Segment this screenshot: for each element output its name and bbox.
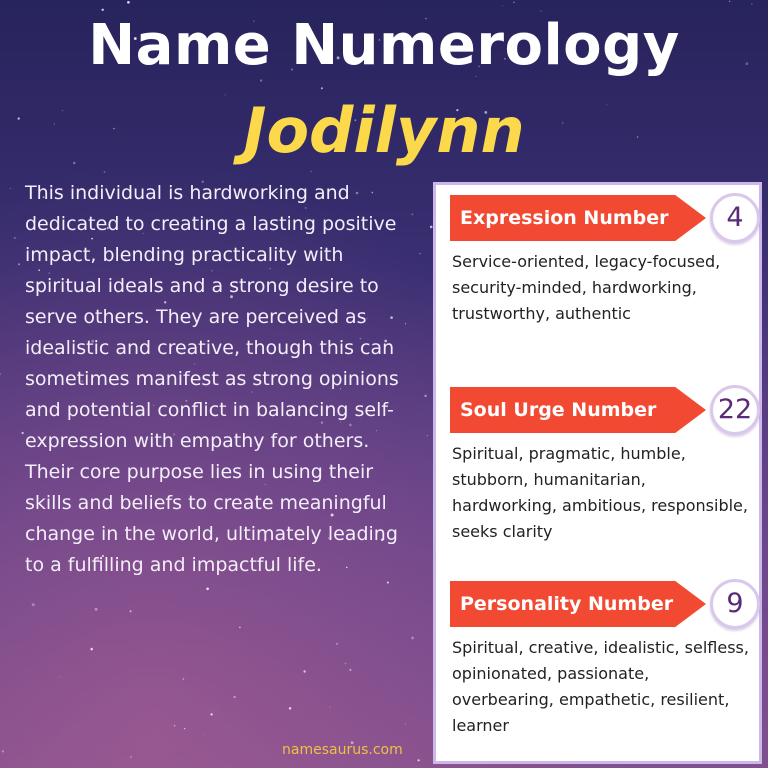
star-dot xyxy=(32,603,35,606)
star-dot xyxy=(95,608,98,611)
star-dot xyxy=(418,759,420,761)
personality-number-badge: 9 xyxy=(710,579,760,629)
star-dot xyxy=(174,725,176,727)
soul-urge-number-label: Soul Urge Number xyxy=(460,399,657,421)
expression-number-badge: 4 xyxy=(710,193,760,243)
personality-number-banner xyxy=(450,579,760,629)
soul-urge-number-badge: 22 xyxy=(710,385,760,435)
star-dot xyxy=(182,678,184,680)
star-dot xyxy=(411,637,414,640)
star-dot xyxy=(751,3,752,4)
star-dot xyxy=(10,188,11,189)
star-dot xyxy=(211,713,213,715)
star-dot xyxy=(427,435,428,436)
numbers-panel xyxy=(433,182,762,764)
star-dot xyxy=(21,432,23,434)
star-dot xyxy=(130,756,132,758)
star-dot xyxy=(239,626,241,628)
star-dot xyxy=(405,724,406,725)
star-dot xyxy=(127,1,130,4)
personality-number-card xyxy=(450,579,760,739)
star-dot xyxy=(336,643,338,645)
star-dot xyxy=(412,214,414,216)
description-text: This individual is hardworking and dedicated to creating a lasting positive impact, blending practicality with spiritual ideals and a strong desire to serve others. They are perceived as idealistic and creative, though this can sometimes manifest as strong opinions and potential conflict in balancing self-expression with empathy for others. Their core purpose lies in using their skills and beliefs to create meaningful change in the world, ultimately leading to a fulfilling and impactful life. xyxy=(25,182,399,576)
star-dot xyxy=(387,582,389,584)
star-dot xyxy=(345,663,347,665)
star-dot xyxy=(729,1,731,3)
name-heading: Jodilynn xyxy=(243,94,525,167)
star-dot xyxy=(90,648,93,651)
personality-number-label: Personality Number xyxy=(460,593,674,615)
star-dot xyxy=(0,373,1,375)
star-dot xyxy=(234,696,236,698)
star-dot xyxy=(420,253,421,254)
star-dot xyxy=(502,5,503,6)
star-dot xyxy=(184,728,185,729)
star-dot xyxy=(349,669,351,671)
star-dot xyxy=(303,670,305,672)
soul-urge-number-traits: Spiritual, pragmatic, humble, stubborn, humanitarian, hardworking, ambitious, responsible, seeks clarity xyxy=(452,444,748,541)
star-dot xyxy=(18,263,20,265)
star-dot xyxy=(59,676,60,677)
personality-number-traits: Spiritual, creative, idealistic, selfless, opinionated, passionate, overbearing, empathetic, resilient, learner xyxy=(452,638,749,735)
star-dot xyxy=(513,2,514,3)
star-dot xyxy=(226,766,227,767)
expression-number-label: Expression Number xyxy=(460,207,669,229)
star-dot xyxy=(2,750,4,752)
expression-number-banner xyxy=(450,193,760,243)
site-watermark: namesaurus.com xyxy=(282,742,403,758)
star-dot xyxy=(206,587,209,590)
soul-urge-number-banner xyxy=(450,385,760,435)
star-dot xyxy=(289,707,291,709)
page-title: Name Numerology xyxy=(88,13,680,78)
expression-number-card xyxy=(450,193,760,327)
star-dot xyxy=(14,237,16,239)
soul-urge-number-card xyxy=(450,385,760,545)
star-dot xyxy=(130,610,132,612)
expression-number-traits: Service-oriented, legacy-focused, security-minded, hardworking, trustworthy, authentic xyxy=(452,252,721,323)
star-dot xyxy=(424,395,426,397)
star-dot xyxy=(329,707,330,708)
star-dot xyxy=(204,734,205,735)
